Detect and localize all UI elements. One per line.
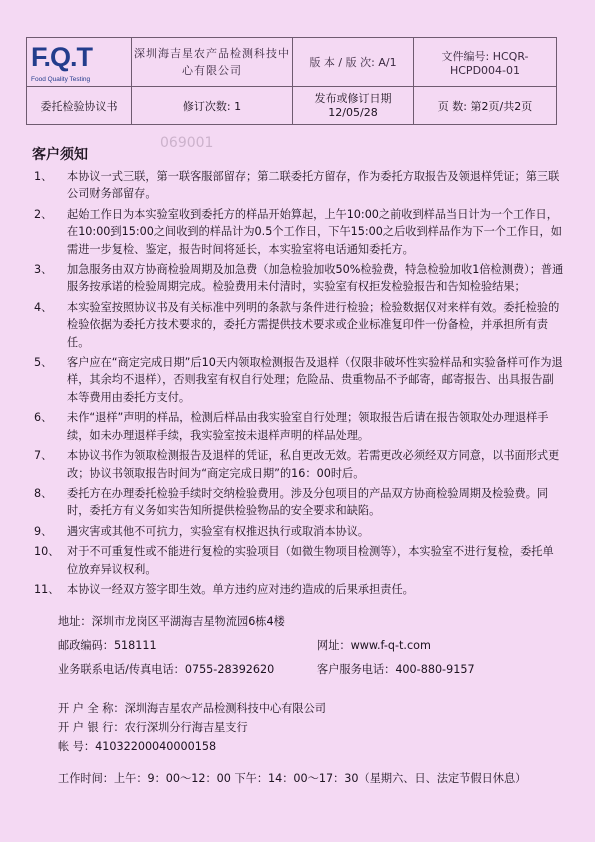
list-item: [34, 261, 564, 296]
list-item: [34, 543, 564, 578]
item-text: 加急服务由双方协商检验周期及加急费（加急检验加收50%检验费，特急检验加收1倍检测费）；普通服务按承诺的检验周期完成。检验费用未付清时，实验室有权拒发检验报告和告知检验结果；: [67, 263, 564, 294]
bank-account-number: 帐 号：41032200040000158: [58, 740, 217, 753]
work-time: 工作时间：上午：9：00～12：00 下午：14：00～17：30（星期六、日、法定节假日休息）: [58, 772, 527, 785]
list-item: [34, 168, 564, 203]
item-text: 起始工作日为本实验室收到委托方的样品开始算起，上午10:00之前收到样品当日计为一个工作日，在10:00到15:00之间收到的样品计为0.5个工作日，下午15:00之后收到样品作为下一个工作日，如需进一步复检、鉴定，报告时间将延长，本实验室将电话通知委托方。: [67, 207, 562, 256]
list-item: [34, 354, 564, 406]
item-text: 本协议一式三联，第一联客服部留存；第二联委托方留存，作为委托方取报告及领退样凭证；第三联公司财务部留存。: [67, 170, 560, 201]
item-text: 本协议书作为领取检测报告及退样的凭证，私自更改无效。若需更改必须经双方同意，以书面形式更改；协议书领取报告时间为“商定完成日期”的16：00时后。: [67, 449, 560, 480]
revision-label: 修订次数: 1: [132, 87, 293, 125]
address: 地址：深圳市龙岗区平湖海吉星物流园6栋4楼: [58, 615, 285, 628]
list-item: [34, 409, 564, 444]
list-item: [34, 447, 564, 482]
org-name: 深圳海吉星农产品检测科技中心有限公司: [132, 38, 293, 87]
item-text: 委托方在办理委托检验手续时交纳检验费用。涉及分包项目的产品双方协商检验周期及检验费。同时，委托方有义务如实告知所提供检验物品的安全要求和缺陷。: [67, 486, 549, 518]
bank-name: 开 户 银 行：农行深圳分行海吉星支行: [58, 721, 248, 734]
logo-text: F.Q.T: [31, 42, 92, 72]
doc-title: 委托检验协议书: [27, 87, 132, 125]
item-text: 对于不可重复性或不能进行复检的实验项目（如微生物项目检测等），本实验室不进行复检，委托单位放弃异议权利。: [67, 545, 554, 576]
publish-date: 12/05/28: [328, 105, 378, 119]
item-number: 2、: [34, 207, 53, 221]
business-phone: 业务联系电话/传真电话：0755-28392620: [58, 663, 275, 676]
page-label: 页 数: 第2页/共2页: [414, 87, 557, 125]
publish-date-cell: [293, 87, 414, 125]
item-number: 4、: [34, 300, 53, 314]
logo-subtitle: Food Quality Testing: [31, 76, 91, 83]
notice-title: 客户须知: [32, 147, 88, 163]
doc-number: 文件编号: HCQR-HCPD004-01: [414, 38, 557, 87]
service-phone: 客户服务电话：400-880-9157: [317, 663, 475, 676]
list-item: [34, 299, 564, 351]
notice-list: [34, 168, 564, 601]
bank-account-name: 开 户 全 称：深圳海吉星农产品检测科技中心有限公司: [58, 702, 326, 715]
item-text: 未作“退样”声明的样品，检测后样品由我实验室自行处理；领取报告后请在报告领取处办理退样手续，如未办理退样手续，我实验室按未退样声明的样品处理。: [67, 411, 549, 442]
item-number: 11、: [34, 582, 60, 596]
list-item: [34, 485, 564, 520]
publish-label: 发布或修订日期: [314, 91, 392, 105]
item-text: 遇灾害或其他不可抗力，实验室有权推迟执行或取消本协议。: [67, 524, 370, 538]
item-number: 7、: [34, 449, 53, 463]
item-text: 本实验室按照协议书及有关标准中列明的条款与条件进行检验；检验数据仅对来样有效。委托检验的检验依据为委托方技术要求的，委托方需提供技术要求或企业标准复印件一份备检，并承担所有责任。: [67, 300, 560, 349]
item-text: 客户应在“商定完成日期”后10天内领取检测报告及退样（仅限非破坏性实验样品和实验备样可作为退样，其余均不退样），否则我室有权自行处理；危险品、贵重物品不予邮寄，邮寄报告、出具报告副本等费用由委托方支付。: [67, 356, 563, 404]
item-number: 10、: [34, 545, 60, 559]
item-number: 5、: [34, 356, 53, 370]
list-item: [34, 206, 564, 258]
logo: [27, 38, 132, 87]
item-text: 本协议一经双方签字即生效。单方违约应对违约造成的后果承担责任。: [67, 582, 414, 596]
postcode: 邮政编码：518111: [58, 639, 157, 652]
version-label: 版 本 / 版 次: A/1: [293, 38, 414, 87]
website: 网址：www.f-q-t.com: [317, 639, 431, 652]
item-number: 9、: [34, 524, 53, 538]
item-number: 3、: [34, 263, 53, 277]
header-table: [26, 37, 557, 125]
list-item: [34, 581, 564, 598]
item-number: 6、: [34, 411, 53, 425]
item-number: 1、: [34, 170, 53, 183]
item-number: 8、: [34, 486, 53, 500]
list-item: [34, 523, 564, 540]
faint-stamp-text: 069001: [160, 135, 214, 151]
